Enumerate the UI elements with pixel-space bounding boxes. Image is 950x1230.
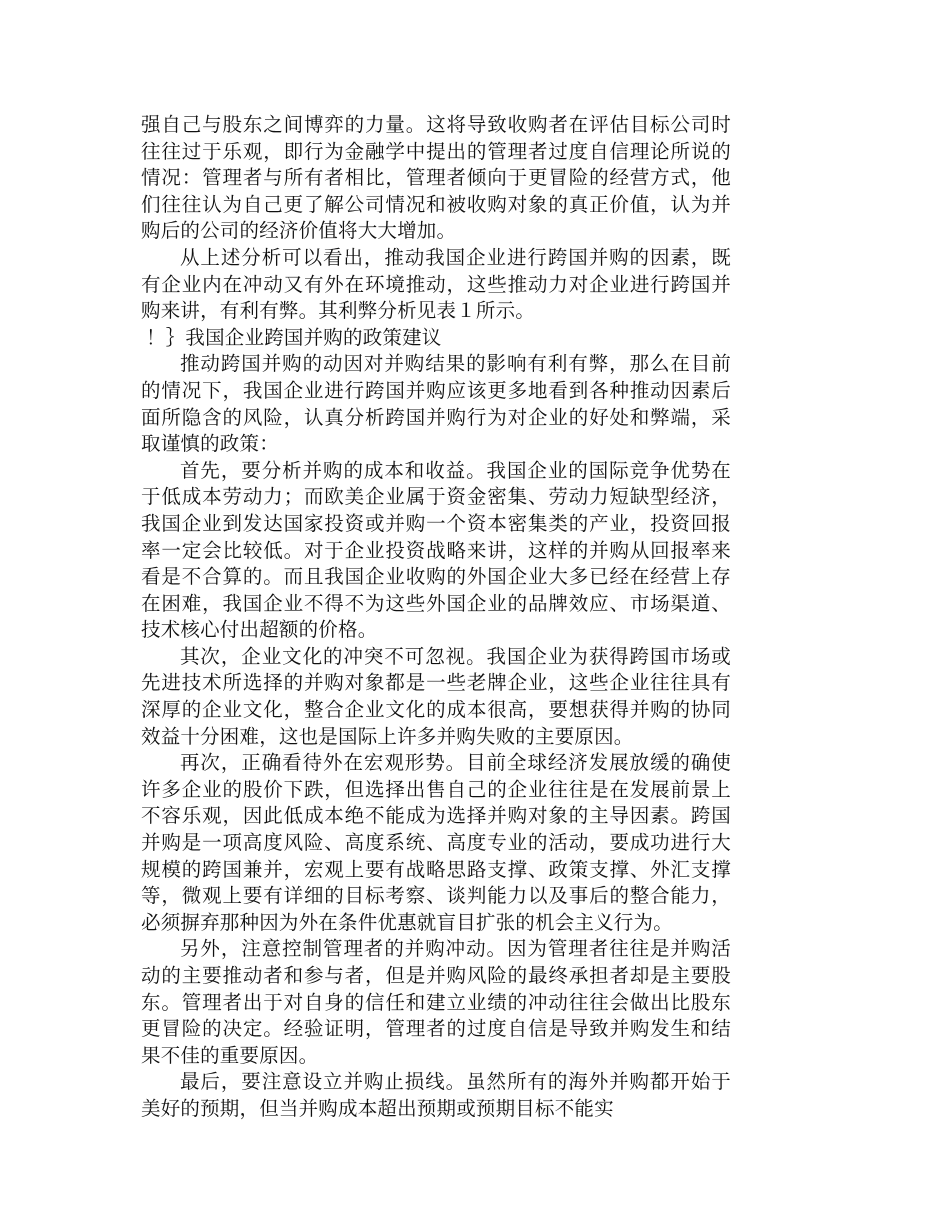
paragraph-third-point: 再次，正确看待外在宏观形势。目前全球经济发展放缓的确使许多企业的股价下跌，但选择出售自己的企业往往是在发展前景上不容乐观，因此低成本绝不能成为选择并购对象的主导因素。跨国并购是一项高度风险、高度系统、高度专业的活动，要成功进行大规模的跨国兼并，宏观上要有战略思路支撑、政策支撑、外汇支撑等，微观上要有详细的目标考察、谈判能力以及事后的整合能力，必须摒弃那种因为外在条件优惠就盲目扩张的机会主义行为。 xyxy=(141,751,731,934)
paragraph-continuation: 强自己与股东之间博弈的力量。这将导致收购者在评估目标公司时往往过于乐观，即行为金融学中提出的管理者过度自信理论所说的情况：管理者与所有者相比，管理者倾向于更冒险的经营方式，他们往往认为自己更了解公司情况和被收购对象的真正价值，认为并购后的公司的经济价值将大大增加。 xyxy=(141,113,731,243)
paragraph-final-point: 最后，要注意设立并购止损线。虽然所有的海外并购都开始于美好的预期，但当并购成本超出预期或预期目标不能实 xyxy=(141,1070,731,1120)
paragraph-fourth-point: 另外，注意控制管理者的并购冲动。因为管理者往往是并购活动的主要推动者和参与者，但是并购风险的最终承担者却是主要股东。管理者出于对自身的信任和建立业绩的冲动往往会做出比股东更冒险的决定。经验证明，管理者的过度自信是导致并购发生和结果不佳的重要原因。 xyxy=(141,937,731,1067)
paragraph-intro: 推动跨国并购的动因对并购结果的影响有利有弊，那么在目前的情况下，我国企业进行跨国并购应该更多地看到各种推动因素后面所隐含的风险，认真分析跨国并购行为对企业的好处和弊端，采取谨慎的政策： xyxy=(141,352,731,456)
paragraph-second-point: 其次，企业文化的冲突不可忽视。我国企业为获得跨国市场或先进技术所选择的并购对象都是一些老牌企业，这些企业往往具有深厚的企业文化，整合企业文化的成本很高，要想获得并购的协同效益十分困难，这也是国际上许多并购失败的主要原因。 xyxy=(141,644,731,748)
document-page xyxy=(141,112,731,1123)
paragraph-summary: 从上述分析可以看出，推动我国企业进行跨国并购的因素，既有企业内在冲动又有外在环境推动，这些推动力对企业进行跨国并购来讲，有利有弊。其利弊分析见表１所示。 xyxy=(141,245,731,323)
paragraph-first-point: 首先，要分析并购的成本和收益。我国企业的国际竞争优势在于低成本劳动力；而欧美企业属于资金密集、劳动力短缺型经济，我国企业到发达国家投资或并购一个资本密集类的产业，投资回报率一定会比较低。对于企业投资战略来讲，这样的并购从回报率来看是不合算的。而且我国企业收购的外国企业大多已经在经营上存在困难，我国企业不得不为这些外国企业的品牌效应、市场渠道、技术核心付出超额的价格。 xyxy=(141,458,731,642)
section-heading: ！｝我国企业跨国并购的政策建议 xyxy=(146,325,442,349)
